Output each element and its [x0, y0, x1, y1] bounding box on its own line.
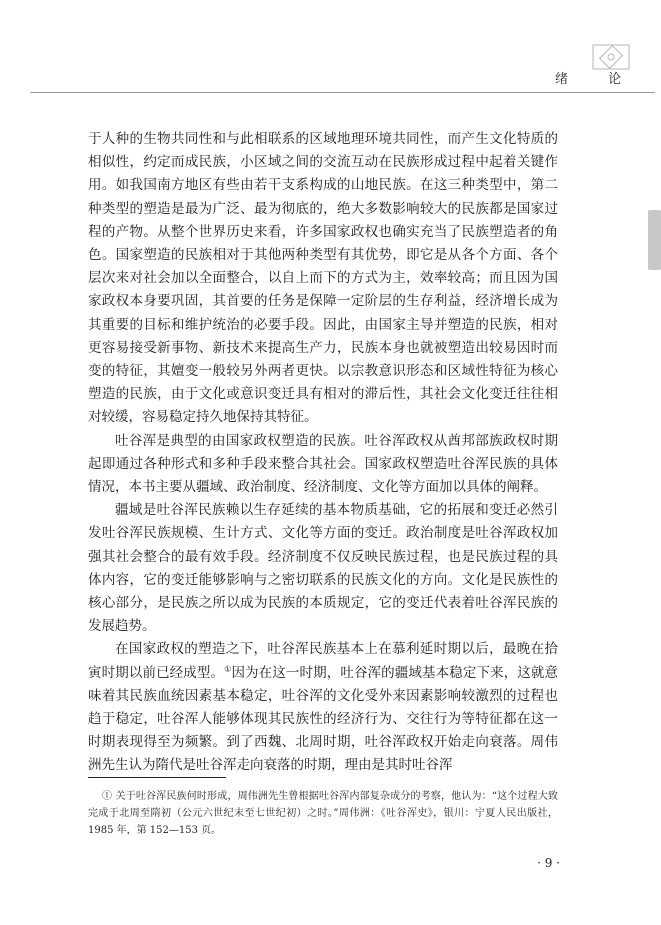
paragraph-4-text-before: 在国家政权的塑造之下，吐谷浑民族基本上在慕利延时期以后，最晚在拾寅时期以前已经成型。	[88, 641, 558, 681]
scrollbar-thumb[interactable]	[648, 210, 661, 270]
body-paragraph-1: 于人种的生物共同性和与此相联系的区域地理环境共同性，而产生文化特质的相似性，约定而成民族，小区域之间的交流互动在民族形成过程中起着关键作用。如我国南方地区有些由若干支系构成的山地民族。在这三种类型中，第二种类型的塑造是最为广泛、最为彻底的，绝大多数影响较大的民族都是国家过程的产物。从整个世界历史来看，许多国家政权也确实充当了民族塑造者的角色。国家塑造的民族相对于其他两种类型有其优势，即它是从各个方面、各个层次来对社会加以全面整合，以自上而下的方式为主，效率较高；而且因为国家政权本身要巩固，其首要的任务是保障一定阶层的生存利益，经济增长成为其重要的目标和维护统治的必要手段。因此，由国家主导并塑造的民族，相对更容易接受新事物、新技术来提高生产力，民族本身也就被塑造出较易因时而变的特征，其嬗变一般较另外两者更快。以宗教意识形态和区域性特征为核心塑造的民族，由于文化或意识变迁具有相对的滞后性，其社会文化变迁往往相对较缓，容易稳定持久地保持其特征。	[88, 131, 558, 426]
main-body-text	[88, 128, 558, 778]
paragraph-4-text-after: 因为在这一时期，吐谷浑的疆域基本稳定下来，这就意味着其民族血统因素基本稳定，吐谷浑的文化受外来因素影响较激烈的过程也趋于稳定，吐谷浑人能够体现其民族性的经济行为、交往行为等特征都在这一时期表现得至为频繁。到了西魏、北周时期，吐谷浑政权开始走向衰落。周伟洲先生认为隋代是吐谷浑走向衰落的时期，理由是其时吐谷浑	[88, 664, 559, 774]
footnote-separator	[88, 777, 226, 778]
running-header-title: 绪 论	[555, 72, 640, 87]
body-paragraph-2: 吐谷浑是典型的由国家政权塑造的民族。吐谷浑政权从酋邦部族政权时期起即通过各种形式和多种手段来整合其社会。国家政权塑造吐谷浑民族的具体情况，本书主要从疆域、政治制度、经济制度、文化等方面加以具体的阐释。	[88, 432, 558, 496]
header-rule	[30, 92, 655, 93]
page-number: · 9 ·	[537, 856, 560, 870]
footnote	[88, 788, 558, 839]
body-paragraph-3: 疆域是吐谷浑民族赖以生存延续的基本物质基础，它的拓展和变迁必然引发吐谷浑民族规模、生计方式、文化等方面的变迁。政治制度是吐谷浑政权加强其社会整合的最有效手段。经济制度不仅反映民族过程，也是民族过程的具体内容，它的变迁能够影响与之密切联系的民族文化的方向。文化是民族性的核心部分，是民族之所以成为民族的本质规定，它的变迁代表着吐谷浑民族的发展趋势。	[88, 502, 558, 635]
footnote-text: ① 关于吐谷浑民族何时形成，周伟洲先生曾根据吐谷浑内部复杂成分的考察，他认为：“这个过程大致完成于北周至隋初（公元六世纪末至七世纪初）之时。”周伟洲：《吐谷浑史》，银川：宁夏人民出版社，1985 年，第 152—153 页。	[88, 791, 558, 836]
body-paragraph-4	[88, 638, 558, 777]
footnote-reference-mark[interactable]: ①	[224, 664, 232, 674]
decorative-emblem-icon	[592, 44, 630, 70]
